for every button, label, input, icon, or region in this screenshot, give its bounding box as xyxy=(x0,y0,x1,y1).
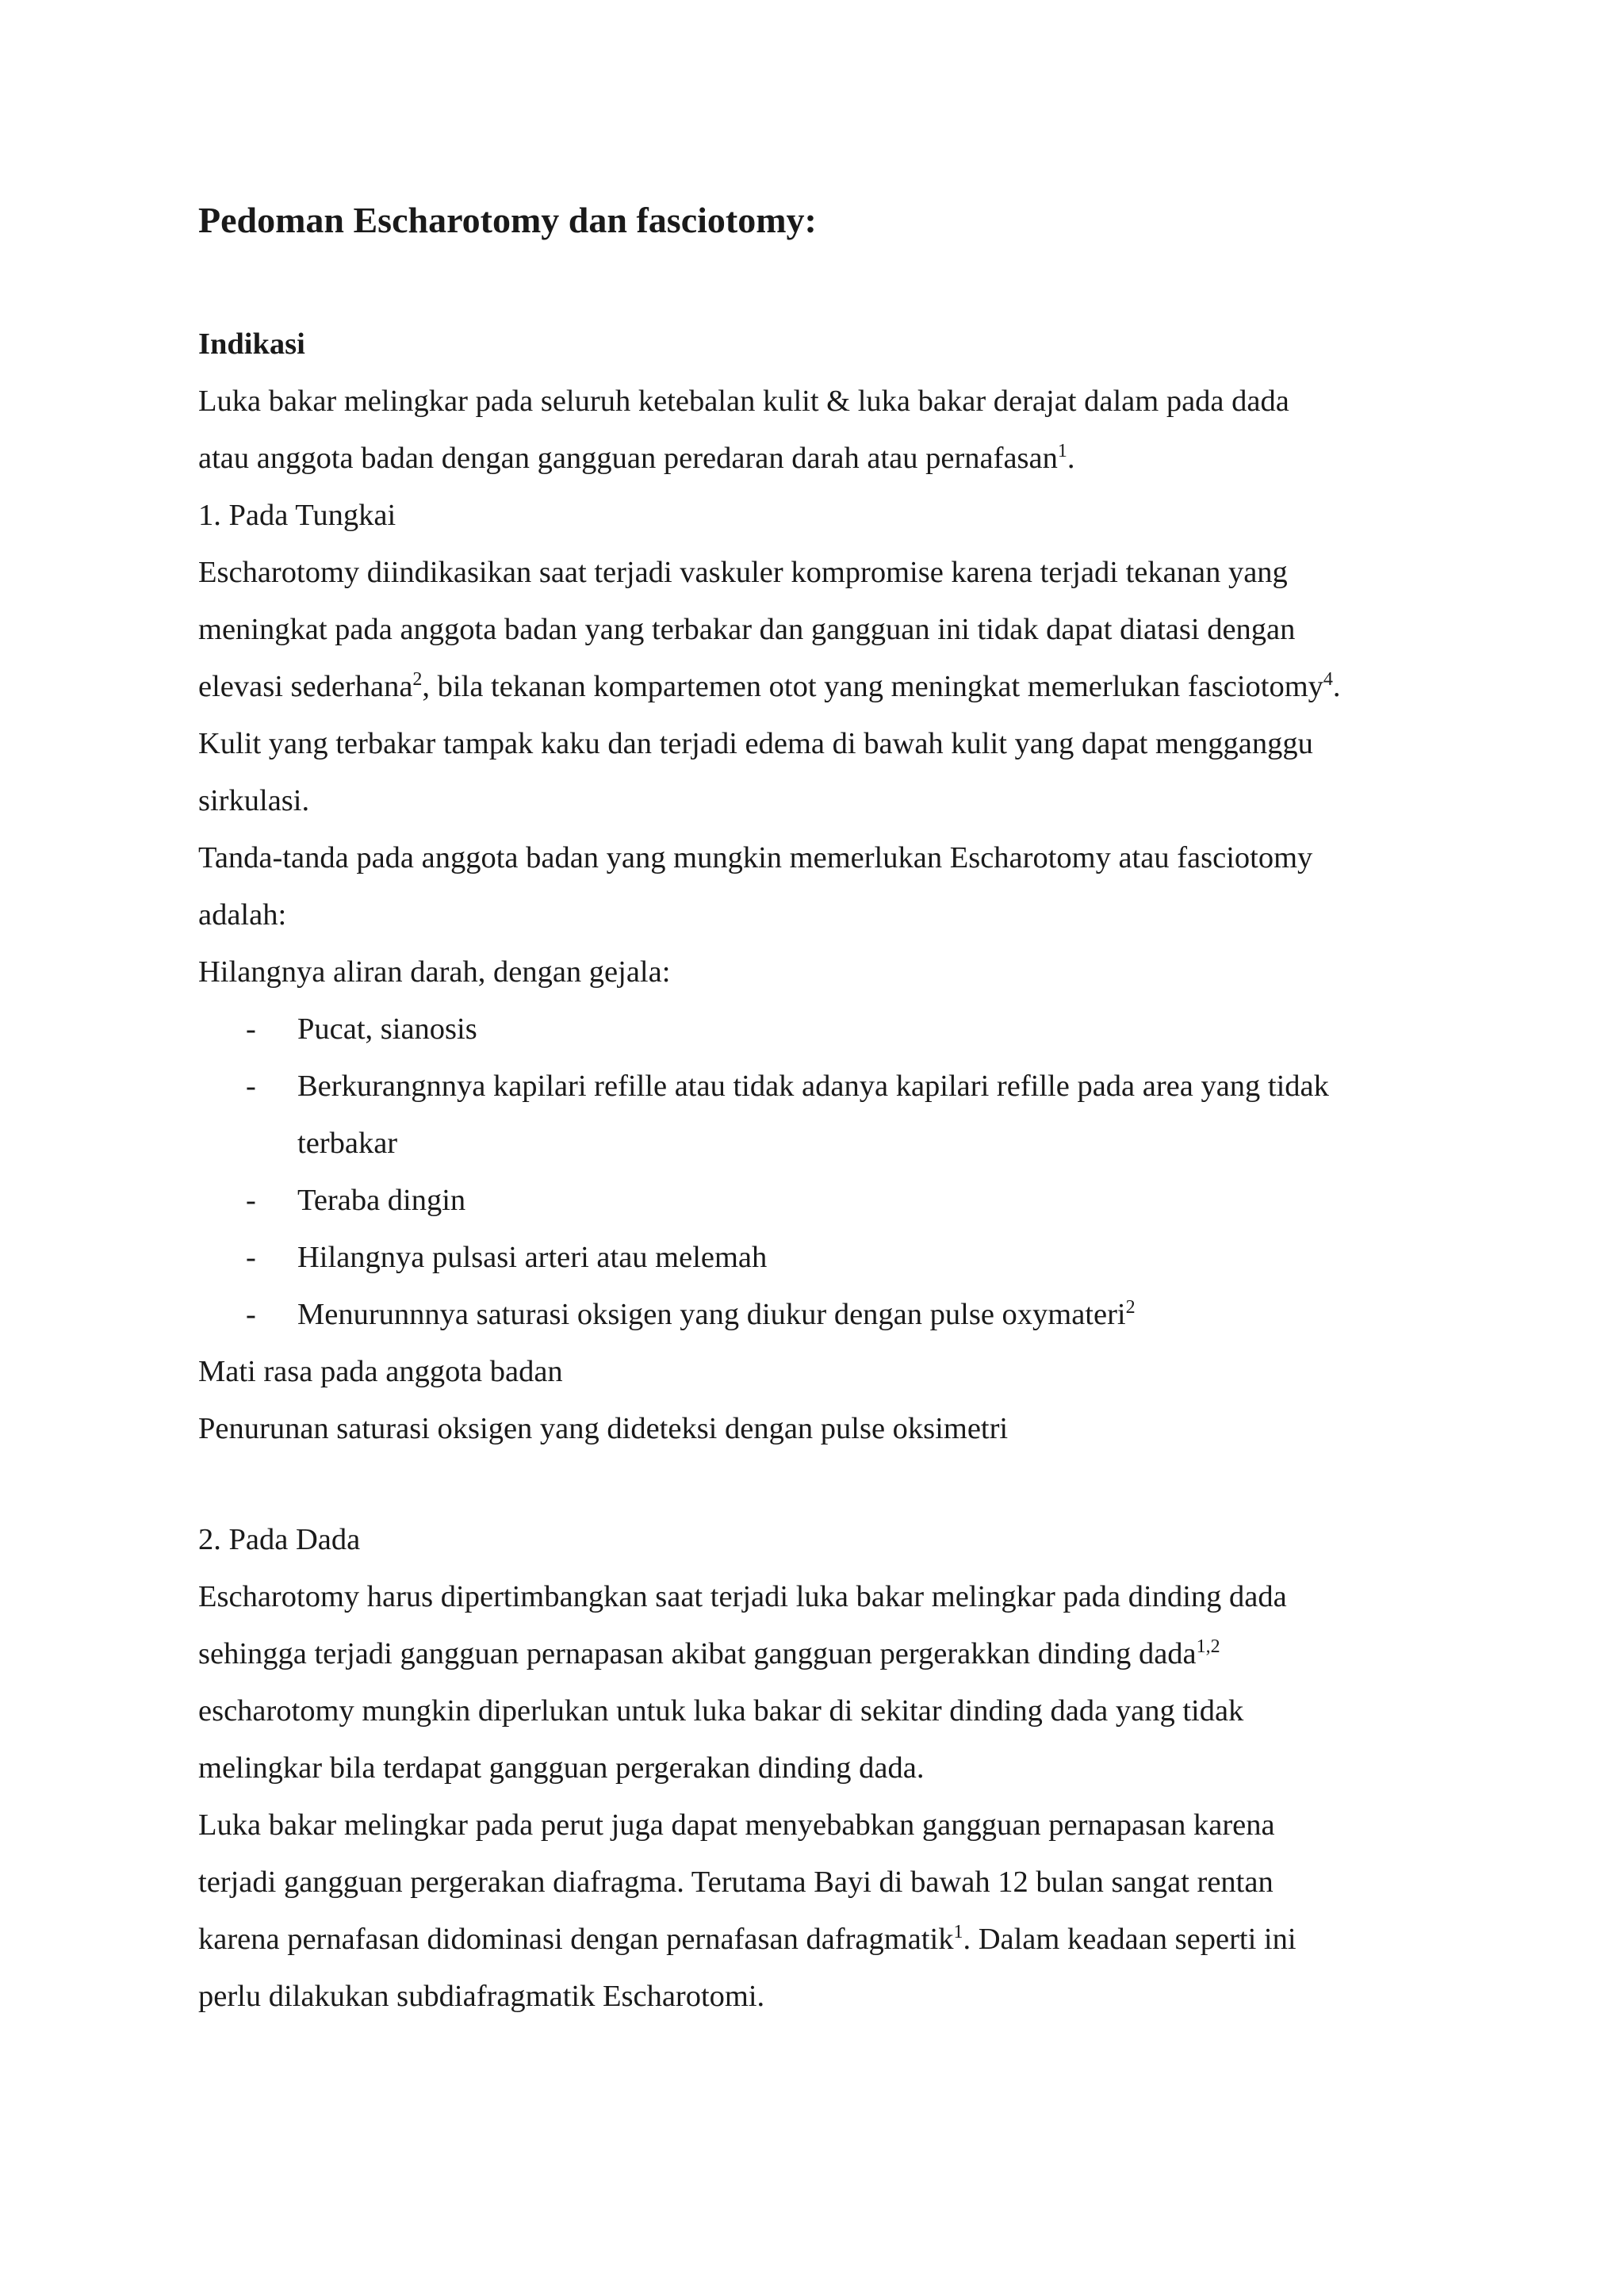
bullet-dash: - xyxy=(246,1070,256,1103)
text-line: Escharotomy harus dipertimbangkan saat terjadi luka bakar melingkar pada dinding dada xyxy=(198,1580,1287,1613)
text-line: terjadi gangguan pergerakan diafragma. Terutama Bayi di bawah 12 bulan sangat rentan xyxy=(198,1866,1274,1899)
citation-superscript: 4 xyxy=(1323,669,1333,690)
list-item-text xyxy=(297,1286,1435,1343)
text-line: Luka bakar melingkar pada seluruh ketebalan kulit & luka bakar derajat dalam pada dada xyxy=(198,385,1289,418)
text-span: sehingga terjadi gangguan pernapasan akibat gangguan pergerakkan dinding dada xyxy=(198,1637,1197,1670)
citation-superscript: 2 xyxy=(1125,1297,1136,1318)
text-line: Escharotomy diindikasikan saat terjadi vaskuler kompromise karena terjadi tekanan yang xyxy=(198,556,1288,589)
list-item xyxy=(198,1001,1435,1058)
bullet-dash: - xyxy=(246,1184,256,1217)
text-span: , bila tekanan kompartemen otot yang meningkat memerlukan fasciotomy xyxy=(422,670,1323,703)
text-span: Menurunnnya saturasi oksigen yang diukur dengan pulse oxymateri xyxy=(297,1298,1126,1331)
text-line: escharotomy mungkin diperlukan untuk luka bakar di sekitar dinding dada yang tidak xyxy=(198,1694,1244,1728)
text-span: elevasi sederhana xyxy=(198,670,413,703)
text-span: karena pernafasan didominasi dengan pernafasan dafragmatik xyxy=(198,1923,954,1956)
citation-superscript: 1,2 xyxy=(1196,1636,1220,1657)
text-line: meningkat pada anggota badan yang terbakar dan gangguan ini tidak dapat diatasi dengan xyxy=(198,613,1296,646)
text-line: Luka bakar melingkar pada perut juga dapat menyebabkan gangguan pernapasan karena xyxy=(198,1808,1275,1842)
text-line xyxy=(198,658,1435,715)
paragraph-gap xyxy=(198,1457,1435,1511)
text-line: sirkulasi. xyxy=(198,784,310,817)
list-item-text: terbakar xyxy=(297,1127,398,1160)
text-line: adalah: xyxy=(198,898,287,932)
text-line: Kulit yang terbakar tampak kaku dan terjadi edema di bawah kulit yang dapat mengganggu xyxy=(198,727,1313,760)
bullet-dash: - xyxy=(246,1298,256,1331)
citation-superscript: 2 xyxy=(412,669,423,690)
text-span: atau anggota badan dengan gangguan peredaran darah atau pernafasan xyxy=(198,442,1058,475)
list-item xyxy=(198,1229,1435,1286)
text-line: Penurunan saturasi oksigen yang dideteksi dengan pulse oksimetri xyxy=(198,1412,1009,1445)
text-line: melingkar bila terdapat gangguan pergerakan dinding dada. xyxy=(198,1751,925,1785)
document-title: Pedoman Escharotomy dan fasciotomy: xyxy=(198,200,817,240)
text-span: . xyxy=(1332,670,1341,703)
text-line: Mati rasa pada anggota badan xyxy=(198,1355,563,1388)
bullet-dash: - xyxy=(246,1241,256,1274)
text-line xyxy=(198,1911,1435,1968)
list-item-text: Pucat, sianosis xyxy=(297,1012,477,1046)
heading-pada-tungkai: 1. Pada Tungkai xyxy=(198,499,396,532)
bullet-dash: - xyxy=(246,1012,256,1046)
document-body xyxy=(198,316,1435,2025)
heading-pada-dada: 2. Pada Dada xyxy=(198,1523,361,1556)
text-line: Tanda-tanda pada anggota badan yang mungkin memerlukan Escharotomy atau fasciotomy xyxy=(198,841,1313,874)
list-item-text: Teraba dingin xyxy=(297,1184,466,1217)
list-item xyxy=(198,1286,1435,1343)
heading-indikasi: Indikasi xyxy=(198,327,305,361)
list-item-text: Berkurangnnya kapilari refille atau tidak adanya kapilari refille pada area yang tidak xyxy=(297,1070,1329,1103)
text-span: . xyxy=(1067,442,1075,475)
text-line xyxy=(198,430,1435,487)
list-item xyxy=(198,1058,1435,1172)
citation-superscript: 1 xyxy=(1057,441,1067,461)
text-span: . Dalam keadaan seperti ini xyxy=(963,1923,1297,1956)
text-line: Hilangnya aliran darah, dengan gejala: xyxy=(198,955,671,989)
list-item-text: Hilangnya pulsasi arteri atau melemah xyxy=(297,1241,768,1274)
text-line xyxy=(198,1625,1435,1682)
citation-superscript: 1 xyxy=(953,1922,963,1942)
list-item xyxy=(198,1172,1435,1229)
text-line: perlu dilakukan subdiafragmatik Escharotomi. xyxy=(198,1980,765,2013)
